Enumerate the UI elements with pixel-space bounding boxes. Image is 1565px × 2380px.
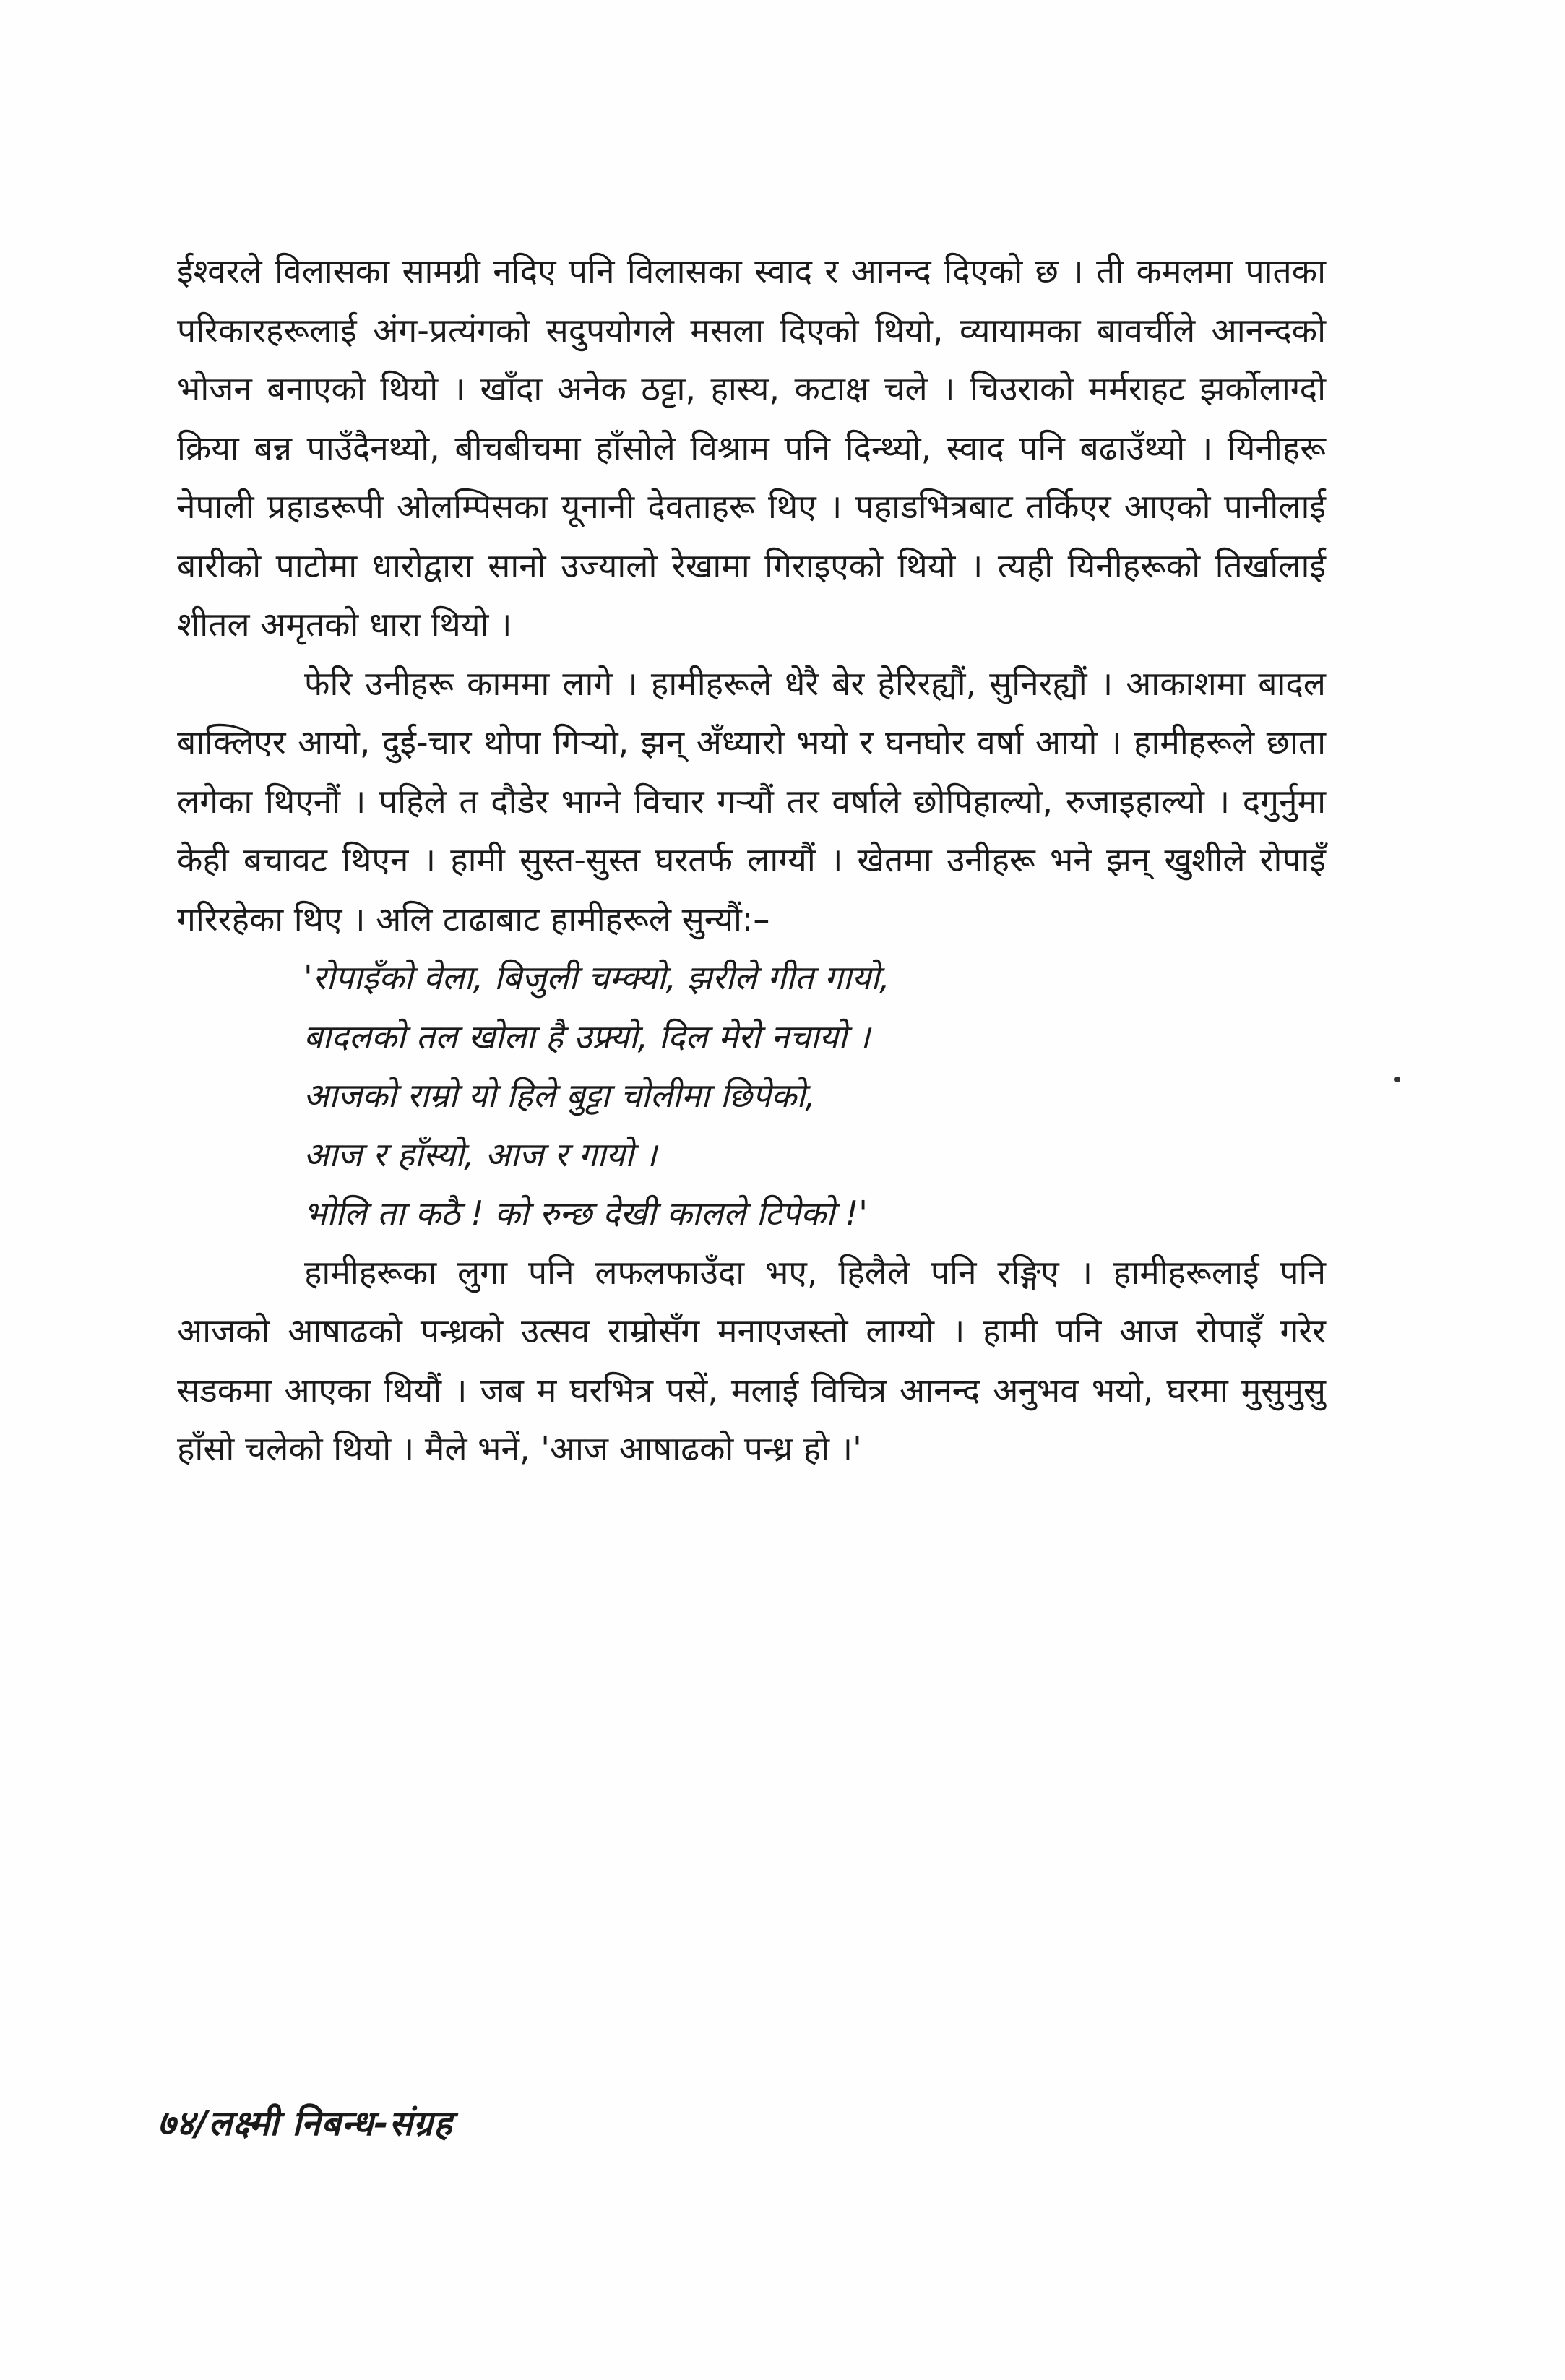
song-line: बादलको तल खोला है उफ्र्यो, दिल मेरो नचायो । — [303, 1017, 871, 1056]
song-line: आजको राम्रो यो हिले बुट्टा चोलीमा छिपेको, — [303, 1076, 816, 1115]
print-speck — [1394, 1077, 1400, 1082]
paragraph-feast: ईश्वरले विलासका सामग्री नदिए पनि विलासका स्वाद र आनन्द दिएको छ । ती कमलमा पातका परिकारहरूलाई अंग-प्रत्यंगको सदुपयोगले मसला दिएको थियो, व्यायामका बावर्चीले आनन्दको भोजन बनाएको थियो । खाँदा अनेक ठट्टा, हास्य, कटाक्ष चले । चिउराको मर्मराहट झर्कोलाग्दो क्रिया बन्न पाउँदैनथ्यो, बीचबीचमा हाँसोले विश्राम पनि दिन्थ्यो, स्वाद पनि बढाउँथ्यो । यिनीहरू नेपाली प्रहाडरूपी ओलम्पिसका यूनानी देवताहरू थिए । पहाडभित्रबाट तर्किएर आएको पानीलाई बारीको पाटोमा धारोद्वारा सानो उज्यालो रेखामा गिराइएको थियो । त्यही यिनीहरूको तिर्खालाई शीतल अमृतको धारा थियो । — [177, 251, 1326, 644]
song-line: भोलि ता कठै ! को रुन्छ देखी कालले टिपेको !' — [303, 1194, 868, 1233]
song-line: आज र हाँस्यो, आज र गायो । — [303, 1134, 657, 1174]
song-line: 'रोपाइँको वेला, बिजुली चम्क्यो, झरीले गीत गायो, — [303, 958, 890, 997]
body-text — [177, 242, 1326, 1479]
paragraph-rain: फेरि उनीहरू काममा लागे । हामीहरूले धेरै बेर हेरिरह्यौं, सुनिरह्यौं । आकाशमा बादल बाक्लिएर आयो, दुई-चार थोपा गिऱ्यो, झन् अँध्यारो भयो र घनघोर वर्षा आयो । हामीहरूले छाता लगेका थिएनौं । पहिले त दौडेर भाग्ने विचार गऱ्यौं तर वर्षाले छोपिहाल्यो, रुजाइहाल्यो । दगुर्नुमा केही बचावट थिएन । हामी सुस्त-सुस्त घरतर्फ लाग्यौं । खेतमा उनीहरू भने झन् खुशीले रोपाइँ गरिरहेका थिए । अलि टाढाबाट हामीहरूले सुन्यौं:– — [177, 663, 1326, 939]
song-verse — [177, 949, 1326, 1243]
page-footer: ७४/लक्ष्मी निबन्ध-संग्रह — [158, 2103, 453, 2144]
paragraph-closing: हामीहरूका लुगा पनि लफलफाउँदा भए, हिलैले पनि रङ्गिए । हामीहरूलाई पनि आजको आषाढको पन्ध्रको उत्सव राम्रोसँग मनाएजस्तो लाग्यो । हामी पनि आज रोपाइँ गरेर सडकमा आएका थियौं । जब म घरभित्र पसें, मलाई विचित्र आनन्द अनुभव भयो, घरमा मुसुमुसु हाँसो चलेको थियो । मैले भनें, 'आज आषाढको पन्ध्र हो ।' — [177, 1252, 1326, 1468]
